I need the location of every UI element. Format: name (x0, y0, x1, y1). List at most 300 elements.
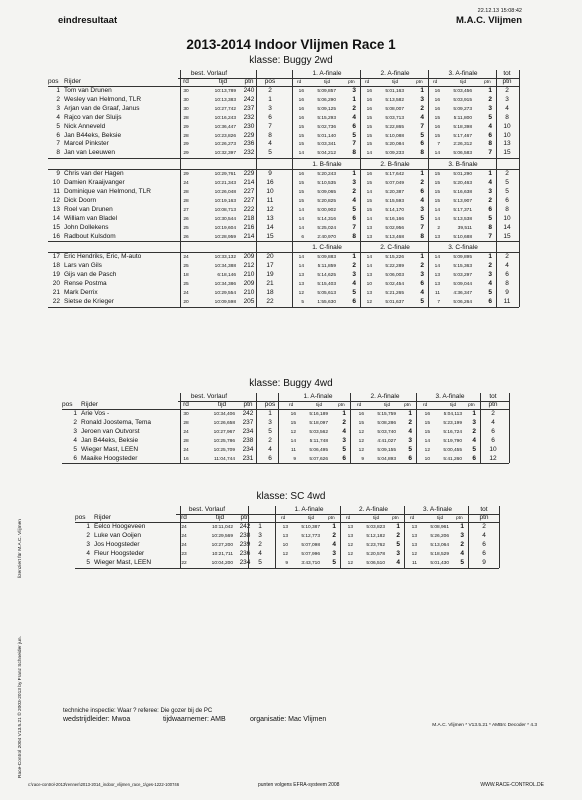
row-fin-rd: 15 (358, 420, 364, 426)
row-fin-rd: 13 (282, 533, 288, 539)
row-fin-ptn: 2 (352, 262, 356, 270)
row-group-bottom (48, 158, 519, 159)
row-fin-ptn: 5 (488, 214, 492, 222)
header-fin-rd: rd (423, 403, 428, 408)
header-rd: rd (183, 401, 189, 408)
row-fin-rd: 12 (347, 542, 353, 548)
header-fin-ptn: ptn (456, 516, 463, 521)
side-license: lizenziert für M.A.C. Vlijmen (18, 519, 23, 578)
row-tot-ptn: 4 (505, 104, 509, 112)
row-fin-ptn: 1 (488, 170, 492, 178)
row-fin-rd: 14 (290, 438, 296, 444)
row-fin-tijd: 5:10,088 (385, 133, 404, 139)
row-fin-tijd: 5:15,226 (385, 255, 404, 261)
group-finale-label: 2. B-finale (380, 161, 410, 169)
row-tot-ptn: 6 (482, 540, 486, 548)
row-fin-rd: 12 (424, 447, 430, 453)
row-fin-rd: 16 (298, 89, 304, 94)
row-fin-rd: 16 (424, 412, 430, 417)
row-vorlauf-ptn: 242 (242, 410, 254, 417)
row-fin-rd: 15 (434, 190, 440, 195)
column-line (180, 506, 181, 568)
row-rijder: Wieger Mast, LEEN (81, 445, 139, 453)
row-fin-ptn: 5 (352, 289, 356, 296)
row-fin-rd: 16 (298, 106, 304, 112)
row-fin-ptn: 1 (396, 523, 400, 530)
row-vorlauf-rd: 29 (183, 151, 189, 157)
row-vorlauf-tijd: 10:27,200 (211, 542, 233, 548)
row-vorlauf-tijd: 10:29,569 (211, 533, 233, 539)
row-rijder: Rense Postma (64, 280, 107, 288)
row-fin-rd: 13 (411, 525, 417, 530)
row-fin-ptn: 3 (332, 549, 336, 557)
row-vorlauf-rd: 30 (183, 106, 189, 112)
row-fin-tijd: 5:02,454 (385, 282, 404, 288)
row-fin-tijd: 5:01,163 (385, 89, 404, 94)
row-fin-ptn: 2 (352, 104, 356, 112)
header-fin-rd: rd (289, 403, 294, 408)
row-fin-ptn: 7 (488, 232, 492, 240)
row-fin-rd: 12 (358, 429, 364, 435)
row-vorlauf-rd: 24 (181, 542, 187, 548)
row-fin-rd: 15 (366, 142, 372, 148)
row-rijder: Eelco Hoogeveen (94, 523, 146, 530)
row-tot-ptn: 4 (491, 418, 495, 426)
row-vorlauf-tijd: 10:26,273 (214, 142, 236, 148)
header-fin-tijd: tijd (460, 80, 467, 85)
row-vorlauf-pos: 9 (268, 170, 272, 178)
row-fin-ptn: 7 (420, 223, 424, 231)
row-vorlauf-rd: 28 (183, 198, 189, 204)
column-line (278, 393, 279, 463)
row-fin-rd: 15 (424, 429, 430, 435)
row-fin-tijd: 5:09,273 (453, 106, 472, 112)
row-tot-ptn: 4 (505, 262, 509, 270)
row-vorlauf-tijd: 10:27,742 (214, 106, 236, 112)
class-title: klasse: Buggy 4wd (249, 378, 333, 389)
header-fin-ptn: ptn (348, 80, 355, 85)
row-fin-ptn: 6 (352, 122, 356, 130)
row-fin-rd: 14 (298, 225, 304, 231)
row-fin-tijd: 5:20,463 (453, 181, 472, 187)
row-fin-tijd: 5:14,170 (385, 207, 404, 213)
row-vorlauf-pos: 21 (266, 280, 274, 288)
row-vorlauf-rd: 28 (183, 133, 189, 139)
row-fin-ptn: 3 (408, 436, 412, 444)
header-ptn: ptn (244, 78, 254, 85)
row-fin-tijd: 5:00,902 (317, 207, 336, 213)
header-best-vorlauf: best. Vorlauf (190, 70, 228, 77)
row-fin-rd: 7 (437, 142, 440, 148)
row-fin-rd: 10 (282, 542, 288, 548)
row-vorlauf-tijd: 10:25,709 (213, 447, 235, 453)
row-vorlauf-ptn: 205 (243, 297, 255, 305)
row-vorlauf-pos: 5 (268, 149, 272, 157)
row-fin-ptn: 5 (488, 113, 492, 121)
row-fin-ptn: 4 (420, 113, 424, 121)
row-fin-rd: 13 (434, 273, 440, 279)
row-fin-rd: 13 (298, 273, 304, 279)
row-vorlauf-rd: 26 (183, 234, 189, 240)
header-finale: 1. A-finale (303, 393, 333, 400)
row-pos: 12 (52, 196, 60, 204)
row-fin-tijd: 5:01,290 (453, 172, 472, 178)
row-fin-rd: 10 (366, 282, 372, 288)
row-vorlauf-tijd: 10:13,383 (214, 97, 236, 103)
row-fin-tijd: 5:15,403 (317, 282, 336, 288)
row-fin-ptn: 4 (460, 549, 464, 557)
row-rijder: Arie Vos - (81, 410, 110, 417)
row-vorlauf-rd: 23 (181, 551, 187, 557)
row-fin-ptn: 4 (488, 122, 492, 130)
row-vorlauf-tijd: 10:26,048 (214, 190, 236, 195)
row-rijder: Wieger Mast, LEEN (94, 558, 152, 566)
row-fin-rd: 14 (434, 151, 440, 157)
header-fin-rd: rd (297, 80, 302, 85)
row-fin-tijd: 5:06,583 (453, 151, 472, 157)
row-fin-ptn: 4 (352, 113, 356, 121)
row-fin-ptn: 6 (472, 454, 476, 462)
row-fin-ptn: 7 (352, 223, 356, 231)
header-fin-rd: rd (357, 403, 362, 408)
row-fin-rd: 13 (347, 525, 353, 530)
row-vorlauf-rd: 24 (181, 525, 187, 530)
row-tot-ptn: 5 (505, 179, 509, 187)
row-vorlauf-pos: 12 (266, 205, 274, 213)
row-vorlauf-ptn: 234 (242, 427, 254, 435)
row-fin-tijd: 5:16,189 (309, 412, 328, 417)
row-pos: 4 (73, 436, 77, 444)
row-fin-tijd: 5:16,166 (385, 216, 404, 222)
row-fin-ptn: 5 (488, 289, 492, 296)
row-vorlauf-ptn: 240 (243, 87, 255, 94)
row-rijder: Arjan van de Graaf, Janus (64, 104, 140, 112)
row-tot-ptn: 2 (505, 253, 509, 261)
row-vorlauf-tijd: 10:04,200 (211, 560, 233, 566)
header-vpos: pos (264, 78, 276, 85)
header-tot: tot (480, 506, 488, 513)
row-fin-tijd: 5:06,264 (453, 299, 472, 305)
group-finale-label: 1. C-finale (312, 244, 342, 252)
group-finale-label: 3. B-finale (448, 161, 478, 169)
row-fin-ptn: 3 (420, 205, 424, 213)
header-tot: tot (503, 70, 511, 77)
row-fin-rd: 13 (366, 273, 372, 279)
row-pos: 3 (56, 104, 60, 112)
row-fin-ptn: 1 (460, 523, 464, 530)
row-fin-tijd: 4:41,027 (377, 438, 396, 444)
row-fin-rd: 15 (298, 181, 304, 187)
row-fin-ptn: 2 (420, 179, 424, 187)
header-tijd: tijd (217, 401, 227, 408)
row-rijder: Jan B44eks, Beksie (81, 436, 139, 444)
row-fin-ptn: 6 (420, 188, 424, 195)
row-vorlauf-rd: 20 (183, 299, 189, 305)
row-vorlauf-rd: 28 (183, 438, 189, 444)
page-title: 2013-2014 Indoor Vlijmen Race 1 (186, 37, 396, 52)
column-line (340, 506, 341, 568)
row-fin-ptn: 1 (352, 95, 356, 103)
row-vorlauf-ptn: 232 (243, 149, 255, 157)
row-fin-ptn: 4 (342, 427, 346, 435)
row-vorlauf-tijd: 10:21,343 (214, 181, 236, 187)
row-rijder: Luke van Ooijen (94, 531, 141, 539)
row-tot-ptn: 13 (503, 140, 511, 148)
row-group-bottom (75, 568, 499, 569)
row-vorlauf-ptn: 222 (243, 205, 255, 213)
row-fin-rd: 9 (293, 456, 296, 462)
row-tot-ptn: 10 (489, 445, 497, 453)
row-vorlauf-rd: 24 (183, 291, 189, 296)
row-pos: 4 (86, 549, 90, 557)
row-fin-tijd: 5:03,823 (366, 525, 385, 530)
row-fin-rd: 13 (411, 542, 417, 548)
row-vorlauf-pos: 17 (266, 262, 274, 270)
row-fin-tijd: 5:13,064 (430, 542, 449, 548)
header-fin-tijd: tijd (450, 403, 457, 408)
row-vorlauf-ptn: 239 (239, 540, 251, 548)
header-pos: pos (48, 78, 59, 85)
row-vorlauf-rd: 29 (183, 124, 189, 130)
row-rijder: William van Bladel (64, 214, 118, 222)
header-finale: 2. A-finale (380, 70, 410, 77)
row-fin-ptn: 3 (420, 271, 424, 279)
row-fin-ptn: 4 (408, 427, 412, 435)
class-title: klasse: Buggy 2wd (249, 55, 333, 66)
row-pos: 2 (73, 418, 77, 426)
row-tot-ptn: 6 (505, 271, 509, 279)
header-pos: pos (75, 514, 86, 521)
row-vorlauf-rd: 30 (183, 89, 189, 94)
footer-path: c:\race-control-2013\rennen\2013-2014_indoor_vlijmen_race_1\ges-1222-100746 (28, 782, 180, 787)
row-fin-tijd: 5:03,456 (453, 89, 472, 94)
row-fin-tijd: 5:01,140 (317, 133, 336, 139)
row-vorlauf-tijd: 10:26,658 (213, 420, 235, 426)
row-pos: 3 (86, 540, 90, 548)
row-fin-ptn: 4 (352, 196, 356, 204)
row-fin-tijd: 39,511 (457, 225, 472, 231)
header-best-vorlauf: best. Vorlauf (190, 393, 228, 400)
row-vorlauf-pos: 4 (268, 445, 272, 453)
row-vorlauf-pos: 5 (258, 558, 262, 566)
row-fin-tijd: 5:18,097 (309, 420, 328, 426)
row-pos: 17 (52, 253, 60, 261)
row-tot-ptn: 12 (489, 454, 497, 462)
row-pos: 1 (73, 410, 77, 417)
group-finale-label: 3. C-finale (448, 244, 478, 252)
row-fin-ptn: 6 (408, 454, 412, 462)
row-fin-rd: 14 (366, 190, 372, 195)
row-vorlauf-pos: 4 (268, 140, 272, 148)
row-fin-ptn: 5 (472, 445, 476, 453)
row-fin-ptn: 8 (352, 232, 356, 240)
row-fin-tijd: 5:10,688 (453, 234, 472, 240)
row-tot-ptn: 10 (503, 214, 511, 222)
header-fin-rd: rd (365, 80, 370, 85)
row-fin-rd: 16 (298, 172, 304, 178)
row-fin-rd: 16 (434, 97, 440, 103)
row-fin-ptn: 4 (488, 280, 492, 288)
header-rd: rd (183, 78, 189, 85)
row-fin-rd: 7 (437, 299, 440, 305)
row-vorlauf-rd: 24 (181, 533, 187, 539)
row-fin-ptn: 2 (488, 95, 492, 103)
row-rijder: Lars van Gils (64, 262, 102, 270)
row-fin-tijd: 5:26,206 (430, 533, 449, 539)
row-fin-tijd: 5:20,243 (317, 172, 336, 178)
row-vorlauf-ptn: 242 (239, 523, 251, 530)
row-fin-tijd: 5:08,286 (377, 420, 396, 426)
row-fin-rd: 11 (435, 291, 440, 296)
row-fin-rd: 15 (366, 133, 372, 139)
row-fin-tijd: 5:09,044 (453, 282, 472, 288)
row-fin-ptn: 2 (420, 262, 424, 270)
row-fin-ptn: 1 (420, 170, 424, 178)
header-finale: 2. A-finale (370, 393, 400, 400)
row-fin-rd: 16 (298, 97, 304, 103)
row-fin-rd: 14 (366, 151, 372, 157)
row-fin-tijd: 5:22,865 (385, 124, 404, 130)
column-line (496, 70, 497, 307)
row-fin-ptn: 1 (332, 523, 336, 530)
row-fin-rd: 11 (412, 560, 417, 566)
row-fin-tijd: 5:13,907 (453, 198, 472, 204)
row-fin-tijd: 5:17,467 (453, 133, 472, 139)
row-vorlauf-ptn: 237 (242, 418, 254, 426)
row-fin-ptn: 7 (420, 122, 424, 130)
row-fin-ptn: 1 (408, 410, 412, 417)
row-fin-rd: 13 (411, 533, 417, 539)
row-fin-ptn: 3 (420, 95, 424, 103)
row-rijder: Tom van Drunen (64, 87, 112, 94)
row-vorlauf-tijd: 10:29,761 (214, 172, 236, 178)
row-fin-tijd: 5:05,613 (317, 291, 336, 296)
row-vorlauf-ptn: 212 (243, 262, 255, 270)
header-rd: rd (181, 514, 187, 521)
row-fin-tijd: 5:02,956 (385, 225, 404, 231)
row-pos: 13 (52, 205, 60, 213)
header-finale: 3. A-finale (448, 70, 478, 77)
header-fin-tijd: tijd (316, 403, 323, 408)
row-fin-rd: 12 (298, 291, 304, 296)
row-pos: 19 (52, 271, 60, 279)
row-vorlauf-tijd: 10:34,386 (214, 282, 236, 288)
row-vorlauf-ptn: 216 (243, 223, 255, 231)
row-fin-ptn: 1 (352, 253, 356, 261)
row-vorlauf-ptn: 227 (243, 188, 255, 195)
row-vorlauf-tijd: 10:36,447 (214, 124, 236, 130)
row-vorlauf-tijd: 10:11,042 (212, 525, 233, 530)
row-fin-tijd: 5:06,290 (317, 97, 336, 103)
row-vorlauf-tijd: 10:08,713 (214, 207, 236, 213)
row-fin-tijd: 5:06,510 (366, 560, 385, 566)
header-fin-rd: rd (410, 516, 415, 521)
row-vorlauf-pos: 1 (268, 410, 272, 417)
row-pos: 20 (52, 280, 60, 288)
row-tot-ptn: 6 (491, 436, 495, 444)
row-vorlauf-pos: 22 (266, 297, 274, 305)
row-tot-ptn: 2 (505, 87, 509, 94)
row-tot-ptn: 4 (482, 531, 486, 539)
row-fin-rd: 14 (298, 216, 304, 222)
row-pos: 3 (73, 427, 77, 435)
row-vorlauf-rd: 18 (183, 273, 189, 279)
row-rijder: Damien Kraaijvanger (64, 179, 125, 187)
column-line (350, 393, 351, 463)
row-group-bottom (48, 307, 519, 308)
row-rijder: Ronald Joostema, Tema (81, 418, 151, 426)
row-vorlauf-ptn: 231 (242, 454, 254, 462)
row-fin-tijd: 5:04,212 (317, 151, 336, 157)
row-fin-tijd: 5:20,578 (366, 551, 385, 557)
row-pos: 5 (86, 558, 90, 566)
row-fin-tijd: 5:20,387 (385, 190, 404, 195)
header-finale: 1. A-finale (312, 70, 342, 77)
row-fin-rd: 13 (366, 234, 372, 240)
column-line (428, 70, 429, 307)
row-fin-rd: 13 (434, 282, 440, 288)
row-tot-ptn: 8 (505, 113, 509, 121)
row-fin-tijd: 5:09,895 (453, 255, 472, 261)
row-fin-rd: 10 (424, 456, 430, 462)
column-line (256, 393, 257, 463)
row-fin-ptn: 5 (352, 131, 356, 139)
row-vorlauf-rd: 24 (183, 429, 189, 435)
row-fin-rd: 15 (366, 207, 372, 213)
row-fin-ptn: 2 (408, 418, 412, 426)
column-line (509, 393, 510, 463)
row-fin-tijd: 5:02,736 (317, 124, 336, 130)
row-fin-ptn: 6 (352, 214, 356, 222)
row-fin-ptn: 8 (352, 149, 356, 157)
row-rijder: Maaike Hoogsteder (81, 454, 138, 462)
row-fin-rd: 12 (366, 299, 372, 305)
row-fin-tijd: 5:17,371 (453, 207, 472, 213)
row-fin-tijd: 5:20,825 (317, 198, 336, 204)
row-vorlauf-ptn: 209 (243, 280, 255, 288)
row-vorlauf-ptn: 210 (243, 271, 255, 279)
row-tot-ptn: 10 (503, 131, 511, 139)
row-fin-tijd: 5:03,713 (385, 115, 404, 121)
row-fin-rd: 16 (434, 124, 440, 130)
row-tot-ptn: 3 (505, 95, 509, 103)
row-fin-tijd: 5:14,625 (317, 273, 336, 279)
row-vorlauf-rd: 28 (183, 115, 189, 121)
row-rijder: Jeroen van Outvorst (81, 427, 140, 435)
header-tot-ptn: ptn (479, 514, 489, 521)
header-fin-ptn: ptn (484, 80, 491, 85)
row-fin-tijd: 5:18,529 (430, 551, 449, 557)
row-fin-ptn: 8 (488, 223, 492, 231)
row-vorlauf-tijd: 10:33,132 (214, 255, 236, 261)
info-leider: wedstrijdleider: Mwoa (63, 716, 131, 723)
row-fin-rd: 9 (285, 560, 288, 566)
row-fin-rd: 15 (434, 115, 440, 121)
row-vorlauf-rd: 28 (183, 420, 189, 426)
row-fin-ptn: 5 (460, 558, 464, 566)
header-pos: pos (62, 401, 73, 408)
row-fin-rd: 13 (282, 525, 288, 530)
header-fin-tijd: tijd (392, 80, 399, 85)
row-tot-ptn: 11 (503, 297, 511, 305)
row-vorlauf-ptn: 227 (243, 196, 255, 204)
row-fin-ptn: 7 (488, 149, 492, 157)
row-fin-ptn: 5 (420, 297, 424, 305)
row-fin-ptn: 6 (488, 205, 492, 213)
row-fin-rd: 16 (366, 89, 372, 94)
row-fin-rd: 14 (366, 255, 372, 261)
row-vorlauf-pos: 7 (268, 122, 272, 130)
